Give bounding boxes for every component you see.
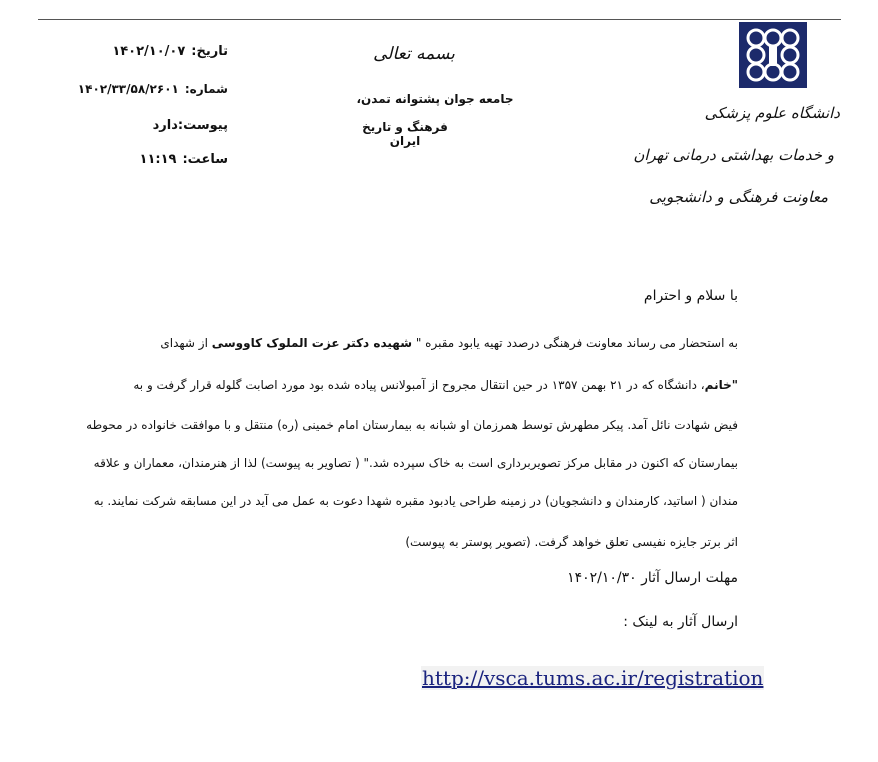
registration-link[interactable]: http://vsca.tums.ac.ir/registration: [422, 666, 764, 690]
letter-number: شماره:۱۴۰۲/۳۳/۵۸/۲۶۰۱: [77, 82, 228, 96]
paragraph-line-1: به استحضار می رساند معاونت فرهنگی درصدد تهیه یابود مقبره " شهیده دکتر عزت الملوک کاووسی از شهدای: [160, 336, 738, 350]
paragraph-line-2: "خانم، دانشگاه که در ۲۱ بهمن ۱۳۵۷ در حین انتقال مجروح از آمبولانس پیاده شده بود مورد اصابت گلوله قرار گرفت و به: [133, 378, 738, 392]
letter-time: ساعت:۱۱:۱۹: [139, 152, 228, 167]
bismillah: بسمه تعالی: [373, 44, 455, 64]
greeting: با سلام و احترام: [643, 288, 738, 304]
paragraph-line-6: اثر برتر جایزه نفیسی تعلق خواهد گرفت. (تصویر پوستر به پیوست): [405, 535, 738, 549]
org-slogan-line1: جامعه جوان پشتوانه تمدن،: [356, 92, 514, 106]
submission-link-label: ارسال آثار به لینک :: [623, 614, 738, 630]
university-logo-icon: [739, 22, 807, 88]
university-name-line3: معاونت فرهنگی و دانشجویی: [649, 188, 828, 206]
university-name-line2: و خدمات بهداشتی درمانی تهران: [633, 146, 834, 164]
university-name-line1: دانشگاه علوم پزشکی: [704, 104, 840, 122]
letter-attachment: پیوست:دارد: [152, 118, 228, 133]
submission-deadline: مهلت ارسال آثار ۱۴۰۲/۱۰/۳۰: [567, 570, 738, 586]
paragraph-line-4: بیمارستان که اکنون در مقابل مرکز تصویربرداری است به خاک سپرده شد." ( تصاویر به پیوست) لذا از هنرمندان، معماران و علاقه: [93, 456, 738, 470]
paragraph-line-3: فیض شهادت نائل آمد. پیکر مطهرش توسط همرزمان او شبانه به بیمارستان امام خمینی (ره) منتقل و با موافقت خانواده در محوطه: [86, 418, 738, 432]
org-slogan-line2: فرهنگ و تاریخ ایران: [362, 120, 448, 148]
letter-date: تاریخ:۱۴۰۲/۱۰/۰۷: [112, 44, 228, 59]
top-divider: [38, 19, 841, 20]
paragraph-line-5: مندان ( اساتید، کارمندان و دانشجویان) در زمینه طراحی یادبود مقبره شهدا دعوت به عمل می آید در این مسابقه شرکت نمایند. به: [93, 494, 738, 508]
